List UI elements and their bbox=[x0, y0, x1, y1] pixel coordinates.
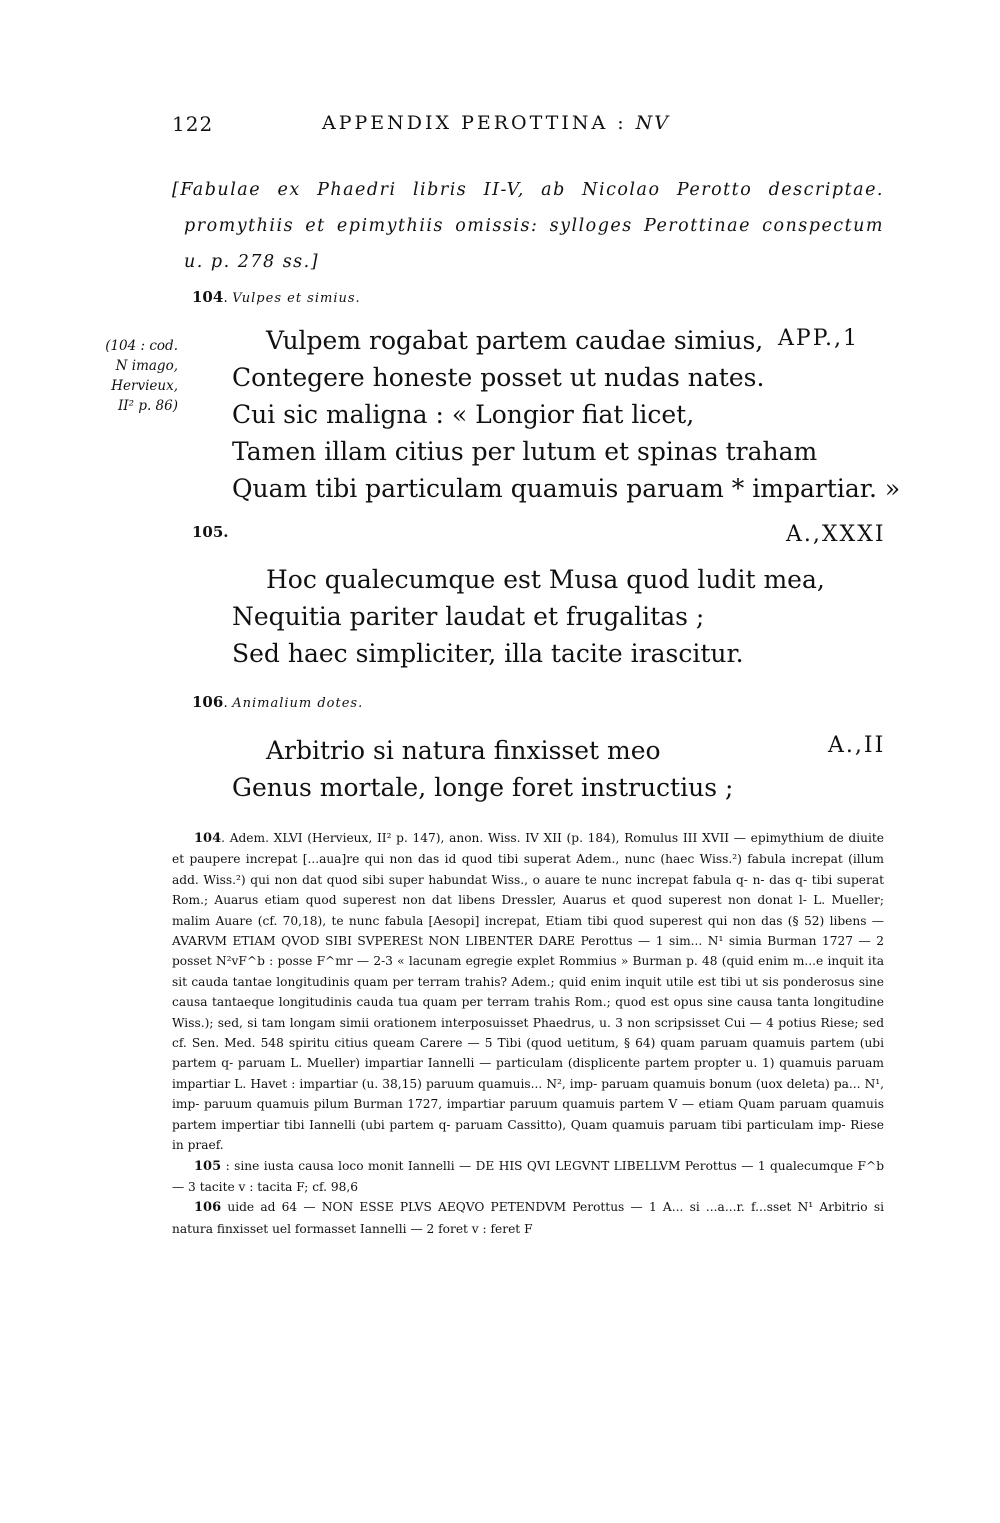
apparatus-text: : sine iusta causa loco monit Iannelli — DE HIS QVI LEGVNT LIBELLVM Perottus — 1 qualecumque F^b — 3 tacite v : tacita F; cf. 98,6 bbox=[172, 1158, 885, 1194]
margin-note bbox=[60, 336, 178, 416]
verse-line: Vulpem rogabat partem caudae simius, bbox=[266, 326, 764, 355]
source-reference: APP.,1 bbox=[778, 326, 860, 351]
fable-title: Animalium dotes. bbox=[232, 696, 364, 711]
margin-note-line: N imago, bbox=[115, 358, 178, 374]
verse-line: Quam tibi particulam quamuis paruam * impartiar. » bbox=[232, 474, 901, 503]
fable-verse-106 bbox=[232, 732, 733, 806]
fable-number: 104 bbox=[192, 288, 224, 306]
source-reference: A.,XXXI bbox=[786, 522, 886, 547]
running-title-text: APPENDIX PEROTTINA : bbox=[322, 112, 627, 134]
fable-heading-106: 106. Animalium dotes. bbox=[192, 693, 364, 711]
intro-note: [Fabulae ex Phaedri libris II-V, ab Nicolao Perotto descriptae. promythiis et epimythiis omissis: sylloges Perottinae conspectum u. p. 278 ss.] bbox=[172, 180, 884, 272]
verse-line: Nequitia pariter laudat et frugalitas ; bbox=[232, 602, 705, 631]
verse-line: Cui sic maligna : « Longior fiat licet, bbox=[232, 400, 695, 429]
source-reference: A.,II bbox=[828, 733, 886, 758]
fable-number: 106 bbox=[192, 693, 224, 711]
apparatus-number: 105 bbox=[194, 1158, 222, 1174]
running-title-suffix: NV bbox=[635, 112, 671, 134]
critical-apparatus bbox=[172, 828, 884, 1239]
fable-heading-105 bbox=[192, 523, 229, 541]
fable-heading-104: 104. Vulpes et simius. bbox=[192, 288, 361, 306]
verse-line: Hoc qualecumque est Musa quod ludit mea, bbox=[266, 565, 825, 594]
apparatus-text: Adem. XLVI (Hervieux, II² p. 147), anon. Wiss. IV XII (p. 184), Romulus III XVII — epimythium de diuite et paupere increpat [...aua]re qui non das id quod tibi superat Adem., nunc (haec Wiss.²) fabula increpat (illum add. Wiss.²) qui non dat quod sibi super habundat Wiss., o auare te nunc increpat fabula q- n- das q- tibi superat Rom.; Auarus etiam quod superest non dat libens Dressler, Auarus et quod superest non donat l- L. Mueller; malim Auare (cf. 70,18), te nunc fabula [Aesopi] increpat, Etiam tibi quod superest qui non das (§ 52) libens — AVARVM ETIAM QVOD SIBI SVPERESt NON LIBENTER DARE Perottus — 1 sim... N¹ simia Burman 1727 — 2 posset N²vF^b : posse F^mr — 2-3 « lacunam egregie explet Rommius » Burman p. 48 (quid enim m...e inquit ita sit cauda tantae longitudinis quam per terram trahis? Adem.; quid enim inquit utile est tibi ut sis ponderosus sine causa tantaeque longitudinis cauda tua quam per terram trahis Rom.; quod est opus sine causa tanta longitudine Wiss.); sed, si tam longam simii orationem interposuisset Phaedrus, u. 3 non scripsisset Cui — 4 potius Riese; sed cf. Sen. Med. 548 spiritu citius queam Carere — 5 Tibi (quod uetitum, § 64) quam paruam quamuis partem (ubi partem q- paruam L. Mueller) impartiar Iannelli — particulam (displicente partem propter u. 1) quamuis paruam impartiar L. Havet : impartiar (u. 38,15) paruum quamuis... N², imp- paruam quamuis bonum (uox deleta) pa... N¹, imp- paruum quamuis pilum Burman 1727, impartiar paruum quamuis partem V — etiam Quam paruam quamuis partem impertiar tibi Iannelli (ubi partem q- paruam Cassitto), Quam quamuis paruam tibi particulam imp- Riese in praef. bbox=[172, 831, 884, 1153]
verse-line: Sed haec simpliciter, illa tacite irascitur. bbox=[232, 639, 744, 668]
running-title bbox=[322, 112, 670, 134]
apparatus-entry bbox=[172, 1156, 884, 1198]
margin-note-line: (104 : cod. bbox=[105, 338, 178, 354]
apparatus-number: 106 bbox=[194, 1200, 222, 1216]
verse-line: Contegere honeste posset ut nudas nates. bbox=[232, 363, 765, 392]
apparatus-text: uide ad 64 — NON ESSE PLVS AEQVO PETENDVM Perottus — 1 A... si ...a...r. f...sset N¹ Arbitrio si natura finxisset uel formasset Iannelli — 2 foret v : feret F bbox=[172, 1200, 884, 1236]
margin-note-line: II² p. 86) bbox=[117, 398, 178, 414]
verse-line: Arbitrio si natura finxisset meo bbox=[266, 736, 661, 765]
fable-number: 105. bbox=[192, 523, 229, 541]
verse-line: Genus mortale, longe foret instructius ; bbox=[232, 773, 734, 802]
apparatus-number: 104 bbox=[194, 831, 222, 846]
fable-title: Vulpes et simius. bbox=[232, 291, 361, 306]
apparatus-entry: 104. Adem. XLVI (Hervieux, II² p. 147), anon. Wiss. IV XII (p. 184), Romulus III XVII — epimythium de diuite et paupere increpat [...aua]re qui non das id quod tibi superat Adem., nunc (haec Wiss.²) fabula increpat (illum add. Wiss.²) qui non dat quod sibi super habundat Wiss., o auare te nunc increpat fabula q- n- das q- tibi superat Rom.; Auarus etiam quod superest non dat libens Dressler, Auarus et quod superest non donat l- L. Mueller; malim Auare (cf. 70,18), te nunc fabula [Aesopi] increpat, Etiam tibi quod superest qui non das (§ 52) libens — AVARVM ETIAM QVOD SIBI SVPERESt NON LIBENTER DARE Perottus — 1 sim... N¹ simia Burman 1727 — 2 posset N²vF^b : posse F^mr — 2-3 « lacunam egregie explet Rommius » Burman p. 48 (quid enim m...e inquit ita sit cauda tantae longitudinis quam per terram trahis? Adem.; quid enim inquit utile est tibi ut sis ponderosus sine causa tantaeque longitudinis cauda tua quam per terram trahis Rom.; quod est opus sine causa tanta longitudine Wiss.); sed, si tam longam simii orationem interposuisset Phaedrus, u. 3 non scripsisset Cui — 4 potius Riese; sed cf. Sen. Med. 548 spiritu citius queam Carere — 5 Tibi (quod uetitum, § 64) quam paruam quamuis partem (ubi partem q- paruam L. Mueller) impartiar Iannelli — particulam (displicente partem propter u. 1) quamuis paruam impartiar L. Havet : impartiar (u. 38,15) paruum quamuis... N², imp- paruam quamuis bonum (uox deleta) pa... N¹, imp- paruum quamuis pilum Burman 1727, impartiar paruum quamuis partem V — etiam Quam paruam quamuis partem impertiar tibi Iannelli (ubi partem q- paruam Cassitto), Quam quamuis paruam tibi particulam imp- Riese in praef. bbox=[172, 831, 884, 1153]
running-header bbox=[172, 112, 728, 142]
verse-line: Tamen illam citius per lutum et spinas traham bbox=[232, 437, 818, 466]
apparatus-entry bbox=[172, 1197, 884, 1239]
page-number: 122 bbox=[172, 112, 214, 136]
fable-verse-105 bbox=[232, 561, 825, 672]
margin-note-line: Hervieux, bbox=[111, 378, 178, 394]
